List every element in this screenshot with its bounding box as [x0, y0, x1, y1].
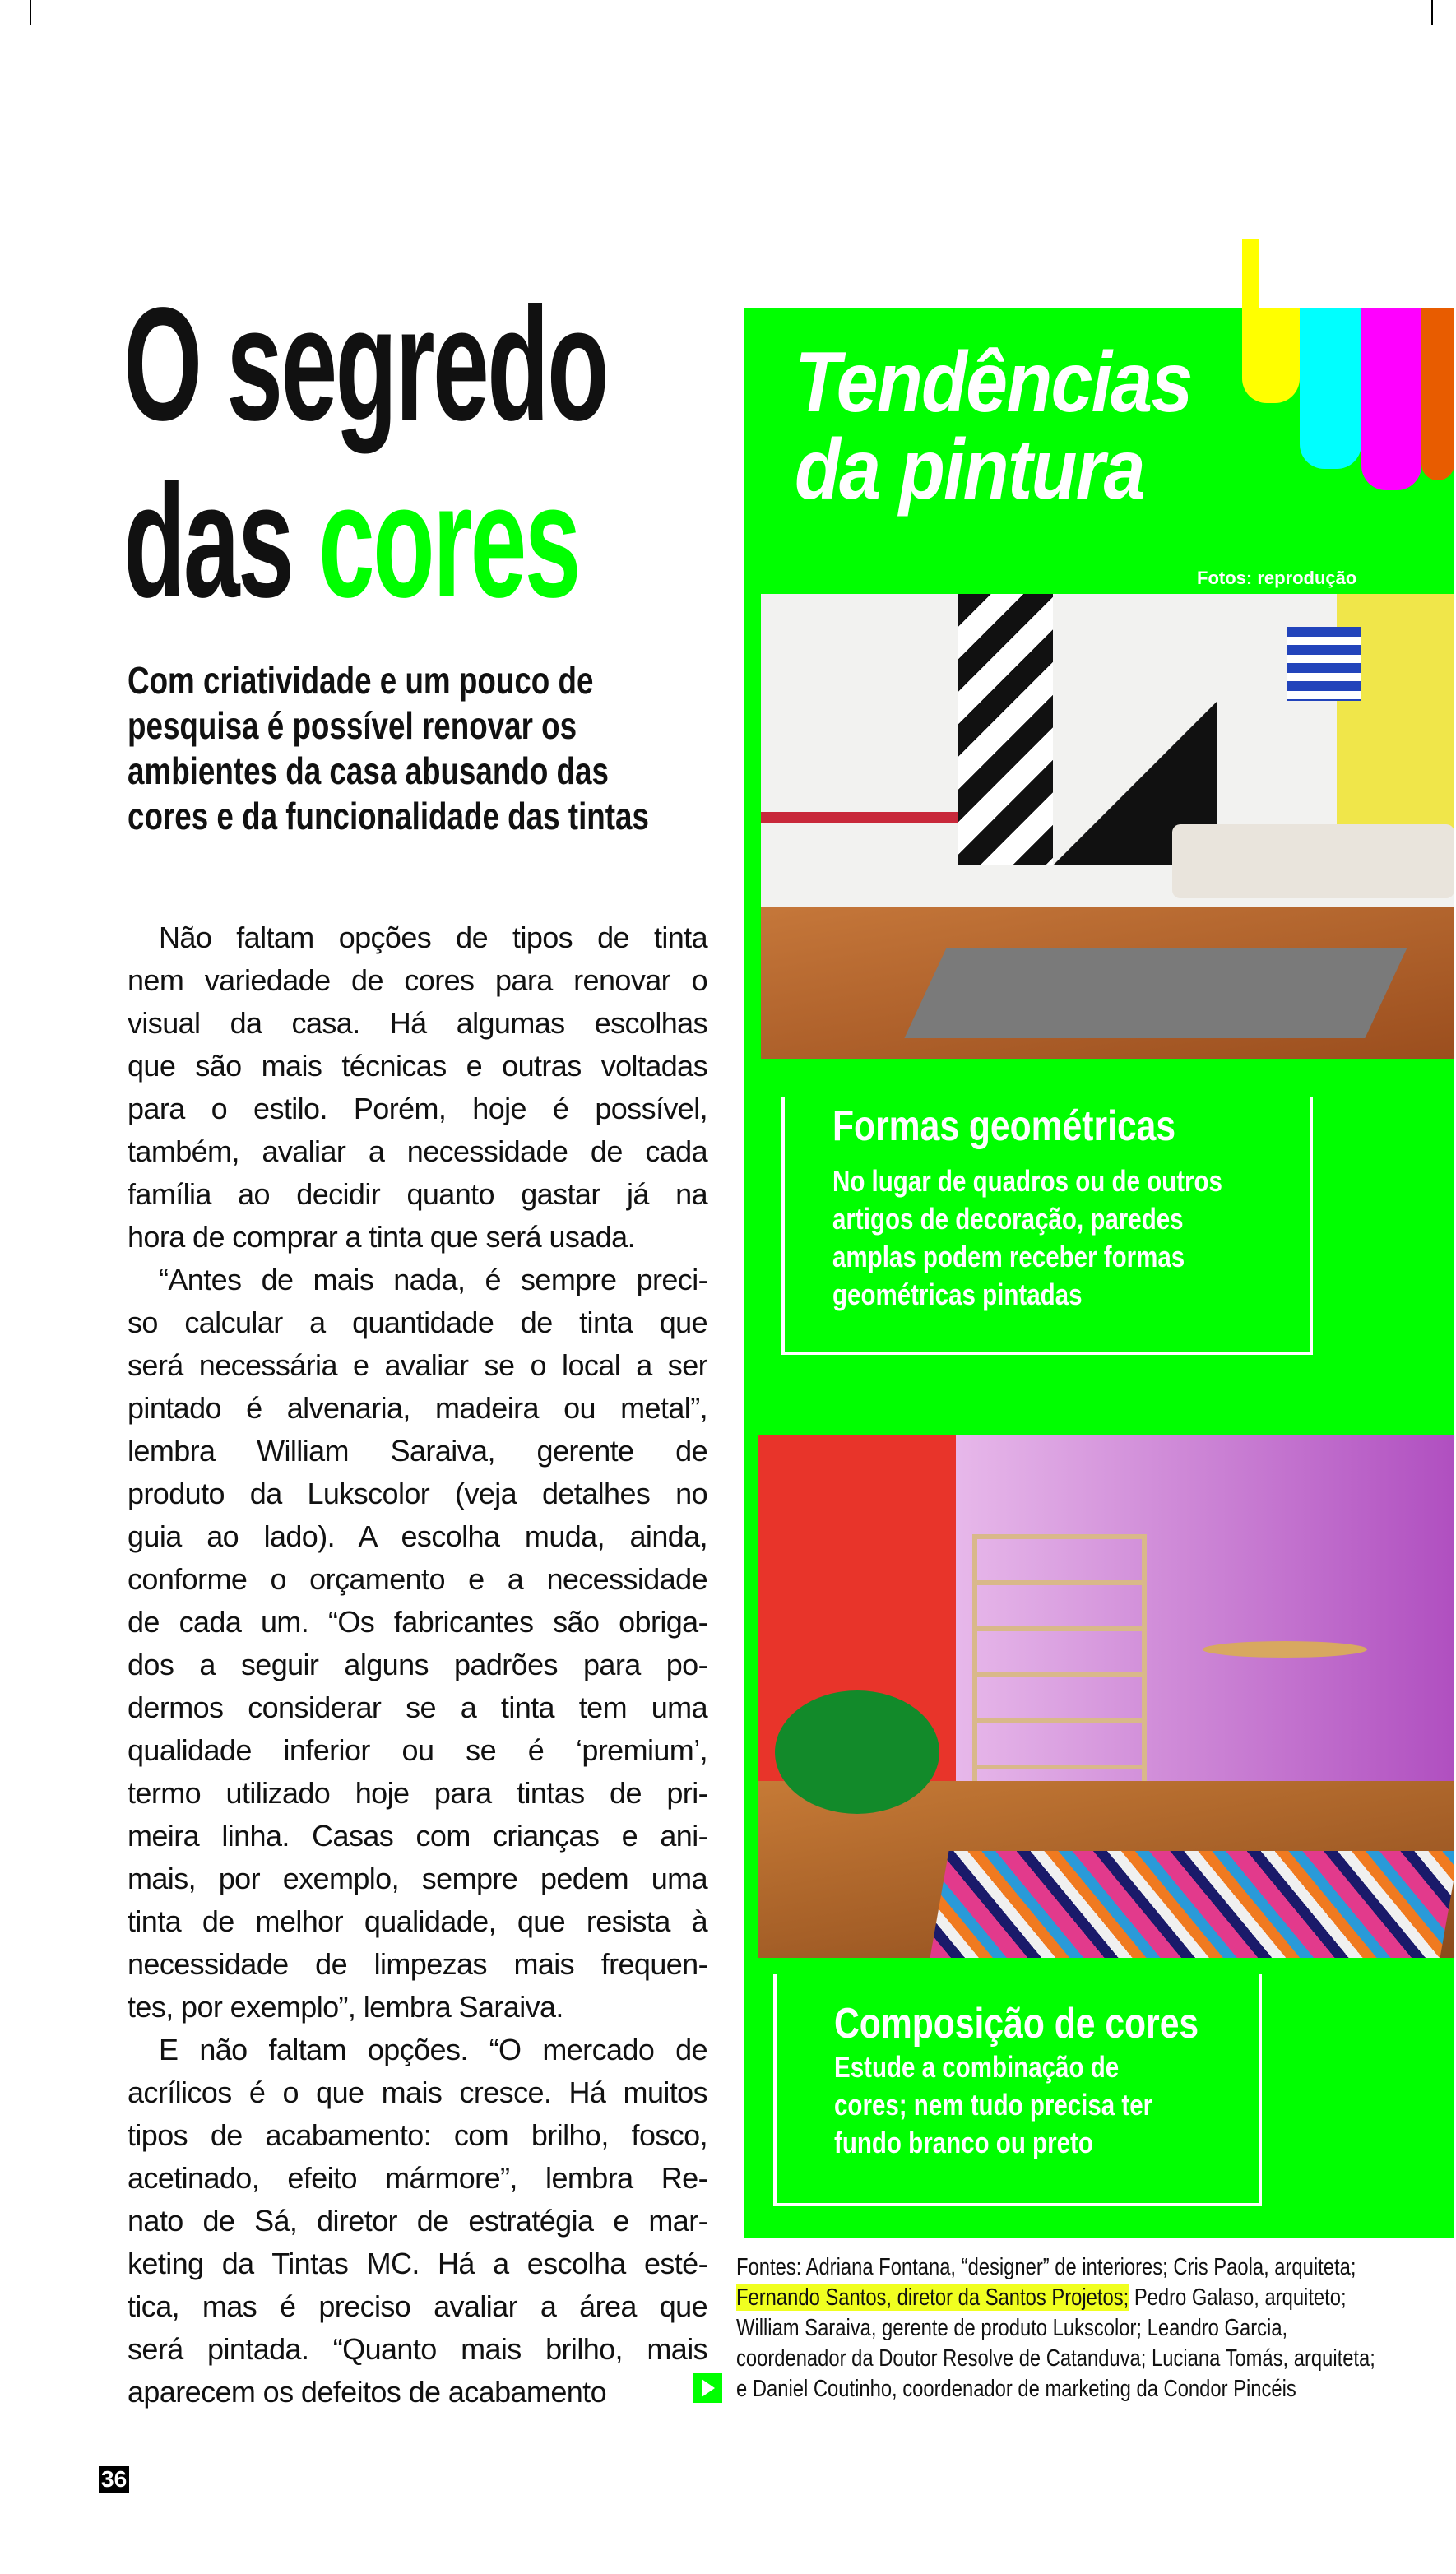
headline-text-1: O segredo: [123, 274, 608, 454]
card-text-line: amplas podem receber formas: [832, 1240, 1185, 1273]
subtitle-line: ambientes da casa abusando das: [128, 749, 609, 792]
shelf: [972, 1534, 1147, 1791]
subtitle-line: Com criatividade e um pouco de: [128, 659, 594, 702]
photo-credit: Fotos: reprodução: [1197, 568, 1357, 588]
body-line: guia ao lado). A escolha muda, ainda,: [128, 1519, 707, 1553]
body-line: “Antes de mais nada, é sempre preci-: [159, 1263, 707, 1296]
article-body: [128, 916, 707, 2414]
body-line: tica, mas é preciso avaliar a área que: [128, 2289, 707, 2323]
photo-color-composition: [758, 1435, 1454, 1958]
card-text-line: fundo branco ou preto: [834, 2126, 1093, 2159]
photo-geometric-wall: [761, 594, 1454, 1059]
body-line: conforme o orçamento e a necessidade: [128, 1562, 707, 1596]
card-text-line: artigos de decoração, paredes: [832, 1202, 1184, 1236]
body-line: termo utilizado hoje para tintas de pri-: [128, 1776, 707, 1810]
body-line: produto da Lukscolor (veja detalhes no: [128, 1477, 707, 1510]
headline-das: das: [123, 451, 293, 631]
sources: [736, 2252, 1456, 2405]
body-line: também, avaliar a necessidade de cada: [128, 1134, 707, 1168]
body-line: acrílicos é o que mais cresce. Há muitos: [128, 2075, 707, 2109]
paint-drip-cyan-icon: [1300, 308, 1361, 469]
card-title: Composição de cores: [834, 2000, 1199, 2048]
card-text-line: cores; nem tudo precisa ter: [834, 2088, 1153, 2122]
sources-highlight: Fernando Santos, diretor da Santos Projetos;: [736, 2284, 1129, 2311]
cube-shape: [1287, 627, 1361, 701]
sofa: [1172, 824, 1454, 898]
body-line: que são mais técnicas e outras voltadas: [128, 1049, 707, 1083]
body-line: tinta de melhor qualidade, que resista à: [128, 1904, 707, 1938]
sources-line: coordenador da Doutor Resolve de Catanduva; Luciana Tomás, arquiteta;: [736, 2345, 1375, 2372]
card-text-line: Estude a combinação de: [834, 2050, 1120, 2084]
chevron-panel: [958, 594, 1053, 865]
headline-cores: cores: [318, 451, 579, 631]
card-geometric-shapes: [781, 1097, 1313, 1355]
body-line: E não faltam opções. “O mercado de: [159, 2033, 707, 2066]
body-line: visual da casa. Há algumas escolhas: [128, 1006, 707, 1040]
body-line: keting da Tintas MC. Há a escolha esté-: [128, 2247, 707, 2280]
body-line: será pintada. “Quanto mais brilho, mais: [128, 2332, 707, 2366]
headline-line-2: [123, 451, 846, 631]
body-line: pintado é alvenaria, madeira ou metal”,: [128, 1391, 707, 1425]
sources-line: e Daniel Coutinho, coordenador de marketing da Condor Pincéis: [736, 2376, 1296, 2402]
body-line: dos a seguir alguns padrões para po-: [128, 1648, 707, 1681]
body-line: para o estilo. Porém, hoje é possível,: [128, 1092, 707, 1125]
paint-drip-yellow-icon: [1242, 308, 1300, 403]
page-number: 36: [99, 2466, 129, 2493]
body-line: dermos considerar se a tinta tem uma: [128, 1690, 707, 1724]
subtitle: [128, 658, 779, 839]
sources-line: William Saraiva, gerente de produto Lukscolor; Leandro Garcia,: [736, 2315, 1288, 2341]
sources-line: Fontes: Adriana Fontana, “designer” de interiores; Cris Paola, arquiteta;: [736, 2254, 1356, 2280]
table: [1203, 1641, 1367, 1658]
body-line: so calcular a quantidade de tinta que: [128, 1306, 707, 1339]
body-line: mais, por exemplo, sempre pedem uma: [128, 1862, 707, 1895]
green-chair: [775, 1690, 939, 1814]
body-line: qualidade inferior ou se é ‘premium’,: [128, 1733, 707, 1767]
body-line: Não faltam opções de tipos de tinta: [159, 921, 707, 954]
red-stripe: [761, 812, 958, 823]
body-line: hora de comprar a tinta que será usada.: [128, 1220, 635, 1254]
body-line: meira linha. Casas com crianças e ani-: [128, 1819, 707, 1853]
body-line: de cada um. “Os fabricantes são obriga-: [128, 1605, 707, 1639]
body-line: tes, por exemplo”, lembra Saraiva.: [128, 1990, 563, 2024]
panel-title-line-1: Tendências: [795, 335, 1192, 430]
gray-rug: [904, 948, 1407, 1038]
card-color-composition: [773, 1974, 1262, 2206]
body-line: lembra William Saraiva, gerente de: [128, 1434, 707, 1468]
body-line: acetinado, efeito mármore”, lembra Re-: [128, 2161, 707, 2195]
subtitle-line: pesquisa é possível renovar os: [128, 704, 577, 747]
body-line: família ao decidir quanto gastar já na: [128, 1177, 707, 1211]
colorful-rug: [930, 1851, 1454, 1958]
subtitle-line: cores e da funcionalidade das tintas: [128, 795, 649, 837]
sources-line: Pedro Galaso, arquiteto;: [1129, 2284, 1347, 2311]
paint-drip-magenta-icon: [1361, 308, 1421, 490]
paint-drip-yellow-stem: [1242, 239, 1259, 313]
panel-title-line-2: da pintura: [795, 422, 1144, 517]
card-text-line: No lugar de quadros ou de outros: [832, 1164, 1222, 1198]
crop-mark-right: [1431, 0, 1433, 25]
card-text-line: geométricas pintadas: [832, 1278, 1083, 1311]
body-line: será necessária e avaliar se o local a ser: [128, 1348, 707, 1382]
body-line: tipos de acabamento: com brilho, fosco,: [128, 2118, 707, 2152]
panel-title: [795, 335, 1245, 517]
body-line: nato de Sá, diretor de estratégia e mar-: [128, 2204, 707, 2238]
body-line: nem variedade de cores para renovar o: [128, 963, 707, 997]
paint-drip-orange-icon: [1421, 308, 1454, 480]
card-title: Formas geométricas: [832, 1102, 1176, 1150]
crop-mark-left: [30, 0, 31, 25]
continue-arrow-icon: [693, 2373, 722, 2403]
body-line: necessidade de limpezas mais frequen-: [128, 1947, 707, 1981]
body-line: aparecem os defeitos de acabamento: [128, 2375, 606, 2409]
